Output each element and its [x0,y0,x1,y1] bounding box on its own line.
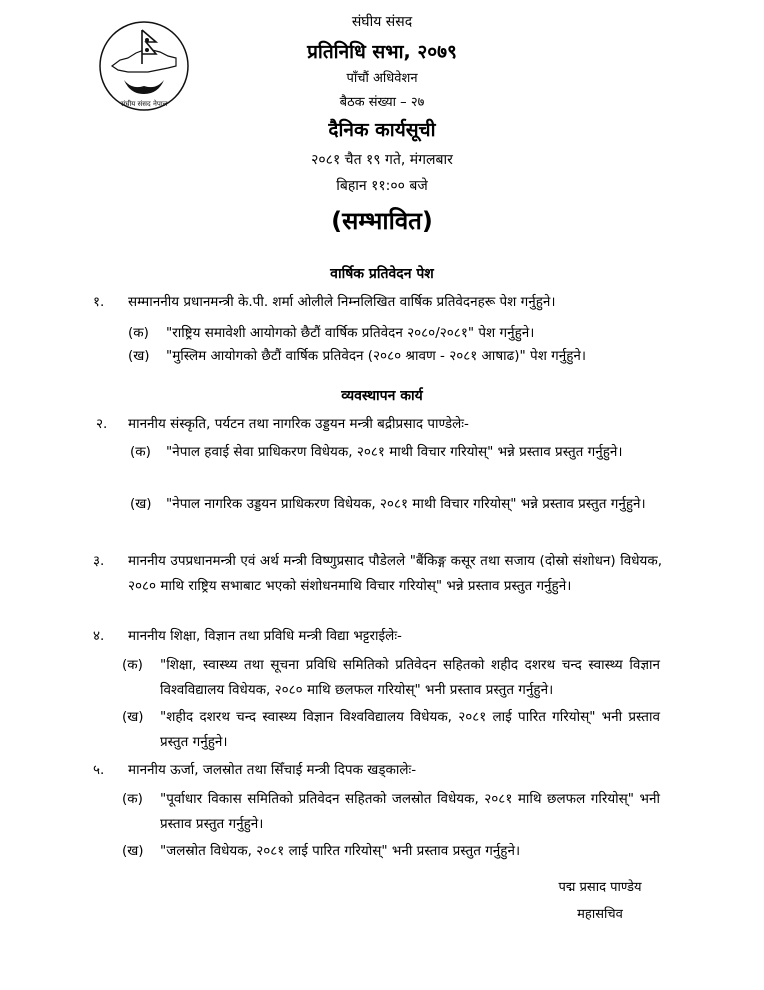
sub-item-text: "मुस्लिम आयोगको छैटौं वार्षिक प्रतिवेदन (२०८० श्रावण - २०८१ आषाढ)" पेश गर्नुहुने। [166,348,587,364]
item-text: माननीय संस्कृति, पर्यटन तथा नागरिक उड्डयन मन्त्री बद्रीप्रसाद पाण्डेलेः- [128,416,469,432]
section-heading-annual-report: वार्षिक प्रतिवेदन पेश [330,266,434,282]
sub-label: (क) [122,791,143,807]
signatory-title: महासचिव [577,907,623,922]
sub-label: (ख) [128,348,150,364]
house-title: प्रतिनिधि सभा, २०७९ [307,41,457,63]
sub-label: (ख) [130,496,152,512]
sub-item-text: "राष्ट्रिय समावेशी आयोगको छैटौं वार्षिक प्रतिवेदन २०८०/२०८१" पेश गर्नुहुने। [166,325,535,341]
sub-label: (क) [128,325,149,341]
session-line: पाँचौं अधिवेशन [346,71,418,86]
item-number: ३. [93,553,105,569]
meeting-number: बैठक संख्या – २७ [339,95,425,110]
sub-item-text: "नेपाल हवाई सेवा प्राधिकरण विधेयक, २०८१ माथी विचार गरियोस्" भन्ने प्रस्ताव प्रस्तुत गर्नुहुने। [166,444,623,460]
item-number: ४. [93,628,105,644]
item-text: सम्माननीय प्रधानमन्त्री के.पी. शर्मा ओलीले निम्नलिखित वार्षिक प्रतिवेदनहरू पेश गर्नुहुने। [128,294,556,310]
sub-item-text: "शिक्षा, स्वास्थ्य तथा सूचना प्रविधि समितिको प्रतिवेदन सहितको शहीद दशरथ चन्द स्वास्थ्य विज्ञान विश्वविद्यालय विधेयक, २०८० माथि छलफल गरियोस्" भनी प्रस्ताव प्रस्तुत गर्नुहुने। [160,657,660,698]
signatory-name: पद्म प्रसाद पाण्डेय [558,880,642,895]
item-number: २. [96,416,108,432]
sub-item-text: "शहीद दशरथ चन्द स्वास्थ्य विज्ञान विश्वविद्यालय विधेयक, २०८१ लाई पारित गरियोस्" भनी प्रस्ताव प्रस्तुत गर्नुहुने। [160,709,660,750]
item-number: १. [93,294,105,310]
item-text: माननीय उपप्रधानमन्त्री एवं अर्थ मन्त्री विष्णुप्रसाद पौडेलले "बैंकिङ्ग कसूर तथा सजाय (दोस्रो संशोधन) विधेयक, २०८० माथि राष्ट्रिय सभाबाट भएको संशोधनमाथि विचार गरियोस्" भन्ने प्रस्ताव प्रस्तुत गर्नुहुने। [128,553,662,594]
status-tentative: (सम्भावित) [331,207,433,235]
sub-label: (ख) [122,709,144,725]
time-line: बिहान ११:०० बजे [336,178,428,194]
sub-label: (क) [122,657,143,673]
item-text: माननीय ऊर्जा, जलस्रोत तथा सिँचाई मन्त्री दिपक खड्कालेः- [128,762,417,778]
org-line: संघीय संसद [351,14,413,30]
emblem-text: संघीय संसद नेपाल [120,100,168,108]
sub-item-text: "जलस्रोत विधेयक, २०८१ लाई पारित गरियोस्" भनी प्रस्ताव प्रस्तुत गर्नुहुने। [160,843,521,859]
section-heading-legislation: व्यवस्थापन कार्य [341,388,423,404]
item-text: माननीय शिक्षा, विज्ञान तथा प्रविधि मन्त्री विद्या भट्टराईलेः- [128,628,402,644]
sub-item-text: "नेपाल नागरिक उड्डयन प्राधिकरण विधेयक, २०८१ माथी विचार गरियोस्" भन्ने प्रस्ताव प्रस्तुत गर्नुहुने। [166,496,646,512]
item-number: ५. [93,762,105,778]
date-line: २०८१ चैत १९ गते, मंगलबार [311,152,453,168]
sub-label: (ख) [122,843,144,859]
doc-title: दैनिक कार्यसूची [328,119,436,141]
sub-item-text: "पूर्वाधार विकास समितिको प्रतिवेदन सहितको जलस्रोत विधेयक, २०८१ माथि छलफल गरियोस्" भनी प्रस्ताव प्रस्तुत गर्नुहुने। [160,791,660,832]
sub-label: (क) [130,444,151,460]
